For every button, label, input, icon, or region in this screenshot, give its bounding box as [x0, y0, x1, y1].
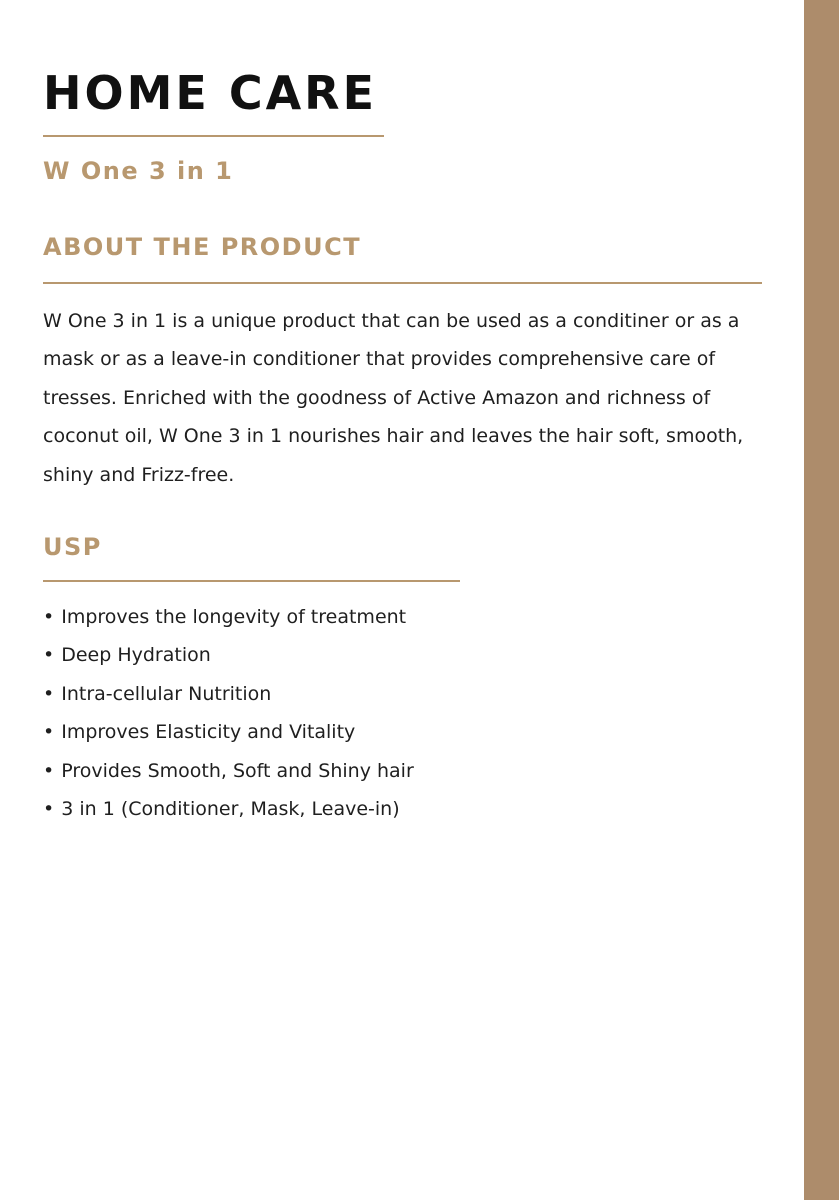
- side-accent-bar: [804, 0, 839, 1200]
- usp-item: • Deep Hydration: [43, 636, 414, 674]
- about-heading: ABOUT THE PRODUCT: [43, 233, 362, 261]
- product-name: W One 3 in 1: [43, 157, 234, 185]
- usp-item: • 3 in 1 (Conditioner, Mask, Leave-in): [43, 790, 414, 828]
- usp-divider: [43, 580, 460, 582]
- title-divider: [43, 135, 384, 137]
- usp-item: • Improves Elasticity and Vitality: [43, 713, 414, 751]
- usp-heading: USP: [43, 533, 102, 561]
- usp-item: • Intra-cellular Nutrition: [43, 675, 414, 713]
- usp-item: • Improves the longevity of treatment: [43, 598, 414, 636]
- page-title: HOME CARE: [43, 66, 378, 120]
- about-divider: [43, 282, 762, 284]
- usp-list: [43, 598, 414, 828]
- about-text: W One 3 in 1 is a unique product that can be used as a conditiner or as a mask or as a leave-in conditioner that provides comprehensive care of tresses. Enriched with the goodness of Active Amazon and richness of coconut oil, W One 3 in 1 nourishes hair and leaves the hair soft, smooth, shiny and Frizz-free.: [43, 310, 744, 486]
- usp-item: • Provides Smooth, Soft and Shiny hair: [43, 752, 414, 790]
